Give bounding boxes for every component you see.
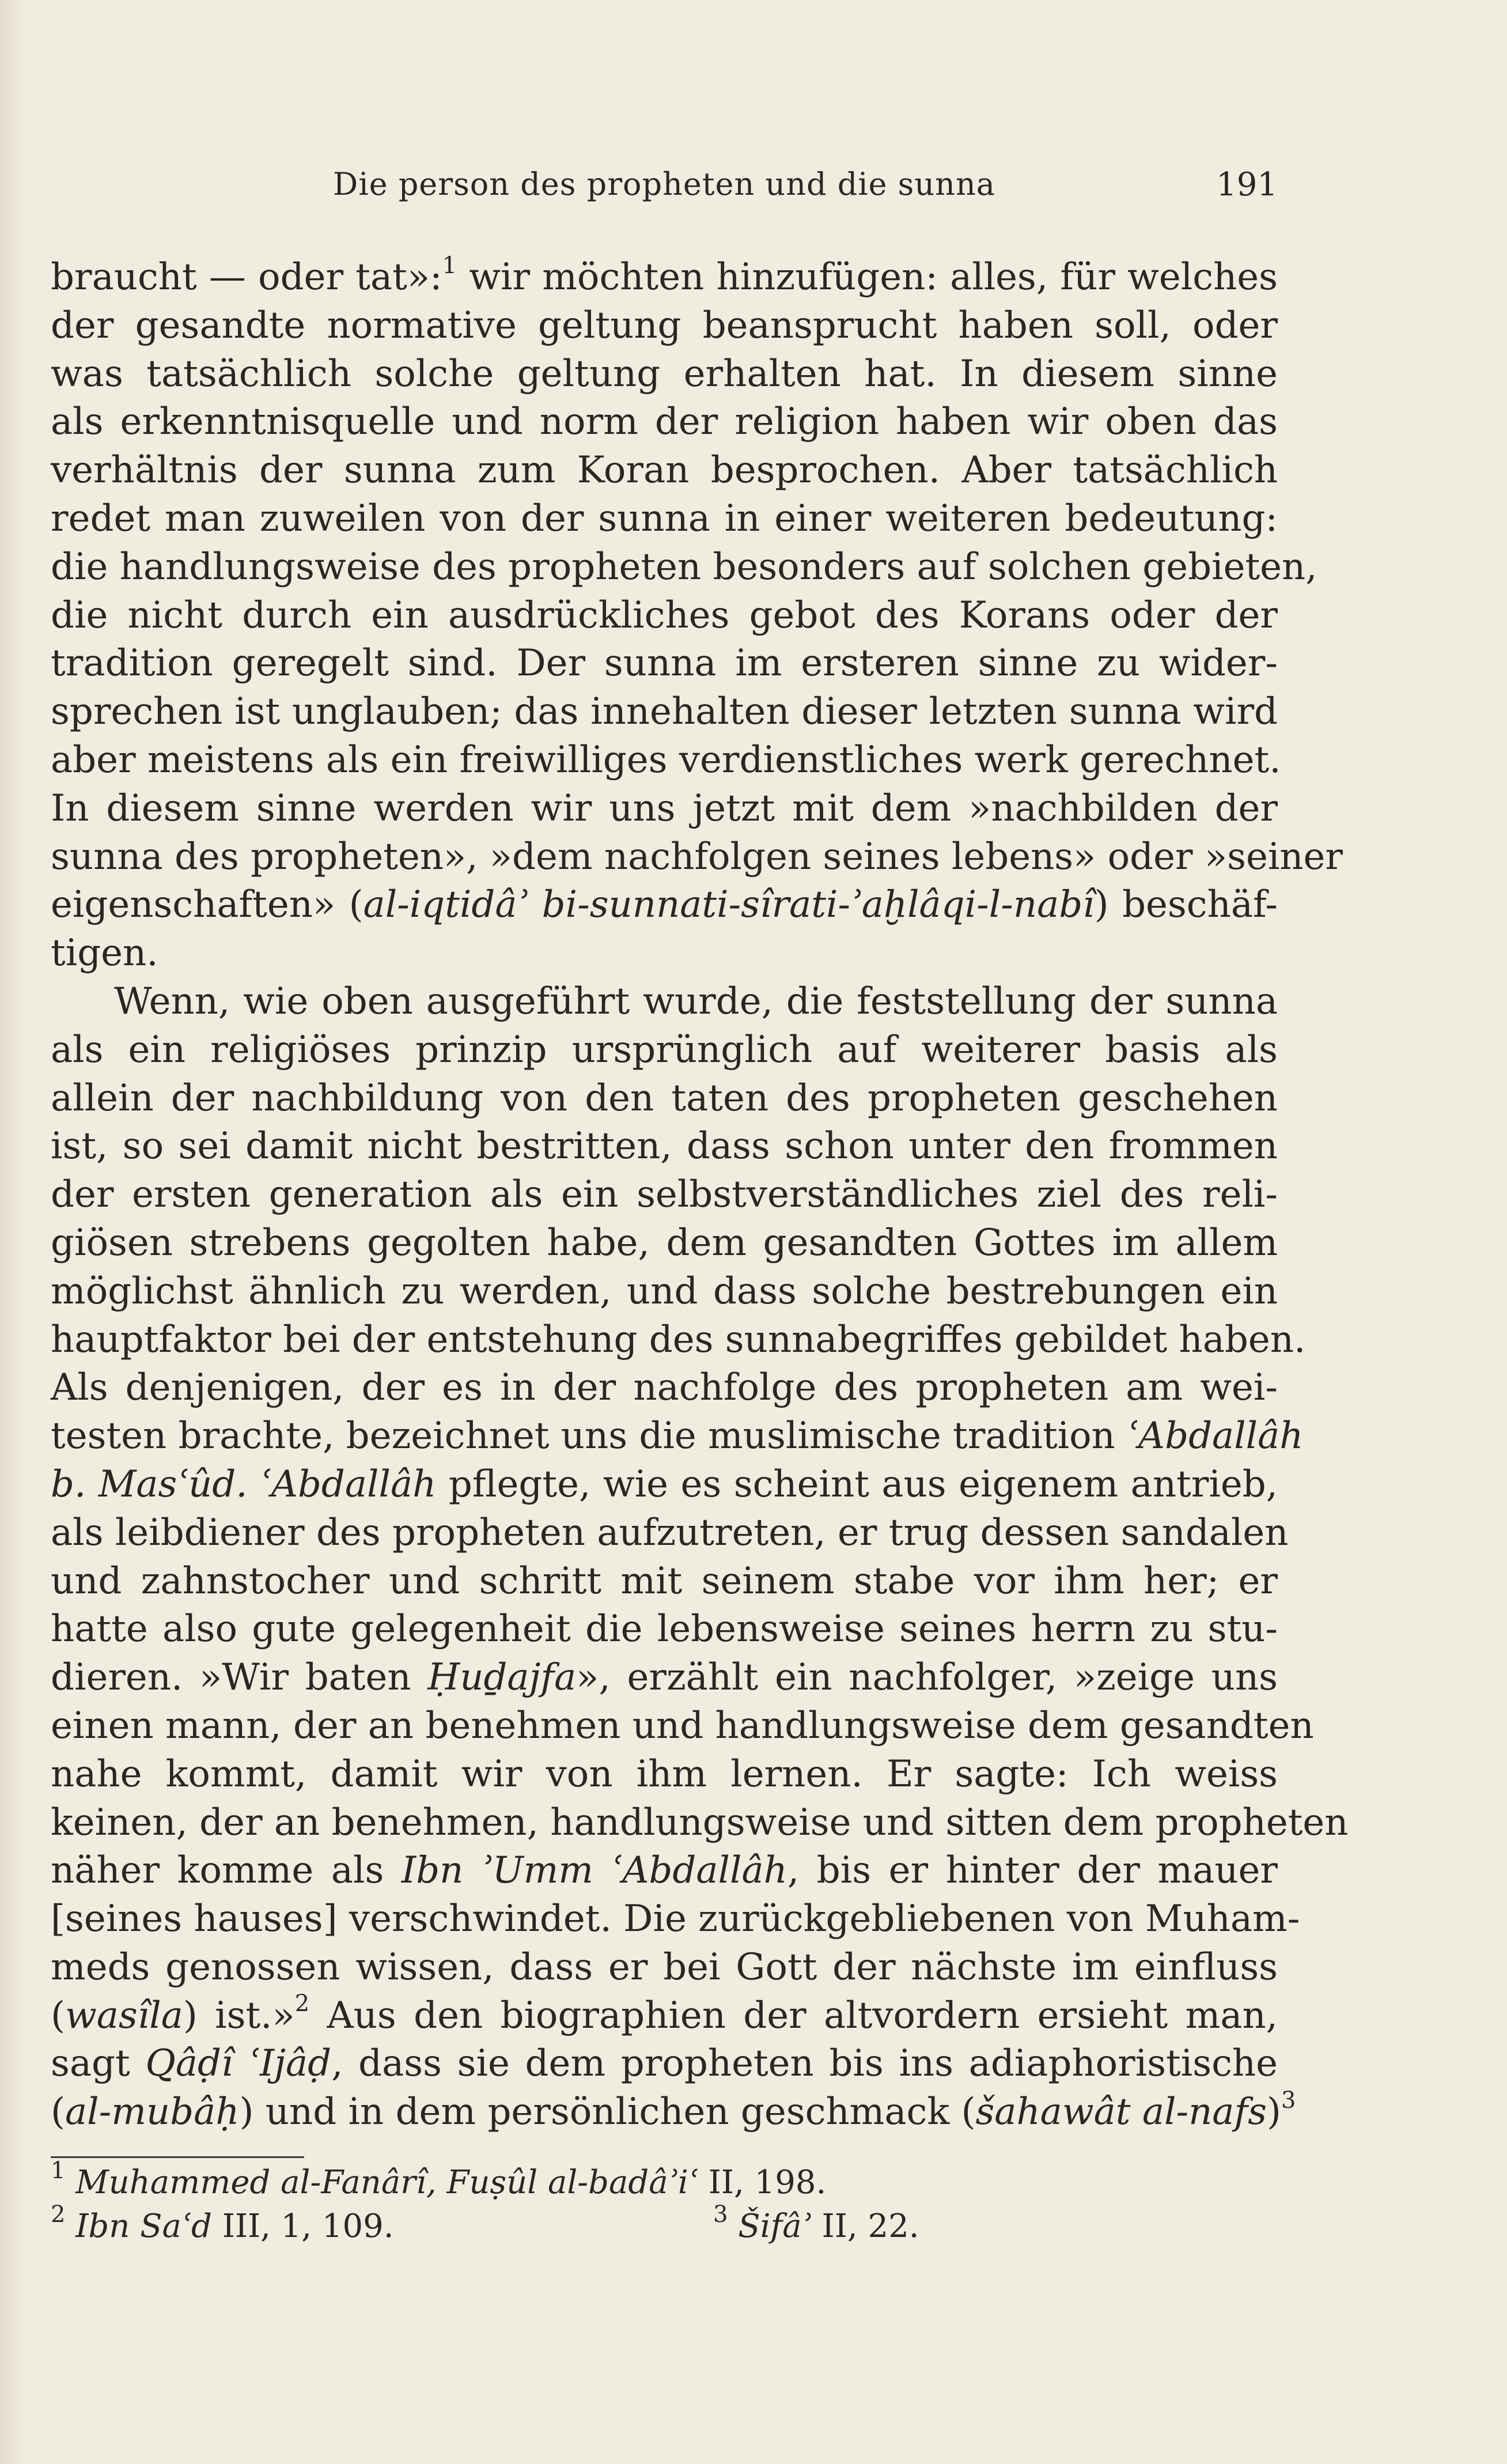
text-line: der gesandte normative geltung beansprucht haben soll, oder — [51, 304, 1278, 347]
text-line: hauptfaktor bei der entstehung des sunnabegriffes gebildet haben. — [51, 1318, 1306, 1361]
text-line: sagt Qâḍî ʿIjâḍ, dass sie dem propheten bis ins adiaphoristische — [51, 2042, 1278, 2085]
text-line: als leibdiener des propheten aufzutreten, er trug dessen sandalen — [51, 1511, 1289, 1554]
text-line: eigenschaften» (al-iqtidâʾ bi-sunnati-sîrati-ʾaḫlâqi-l-nabî) beschäf- — [51, 883, 1278, 927]
footnotes — [51, 2157, 1278, 2248]
text-line: b. Masʿûd. ʿAbdallâh pflegte, wie es scheint aus eigenem antrieb, — [51, 1462, 1278, 1506]
text-line: was tatsächlich solche geltung erhalten hat. In diesem sinne — [51, 352, 1278, 395]
text-line: keinen, der an benehmen, handlungsweise und sitten dem propheten — [51, 1801, 1349, 1844]
text-line: einen mann, der an benehmen und handlungsweise dem gesandten — [51, 1704, 1314, 1747]
text-line: näher komme als Ibn ʾUmm ʿAbdallâh, bis er hinter der mauer — [51, 1849, 1278, 1892]
text-line: (wasîla) ist.»$^2$ Aus den biographien der altvordern ersieht man, — [51, 1990, 1278, 2037]
page-edge-shadow — [0, 0, 26, 2464]
text-line: sprechen ist unglauben; das innehalten dieser letzten sunna wird — [51, 690, 1278, 734]
page-number: 191 — [1216, 166, 1278, 203]
footnote-2: $^2$ Ibn Saʿd III, 1, 109. — [51, 2201, 394, 2245]
text-line: die nicht durch ein ausdrückliches gebot des Korans oder der — [51, 594, 1278, 637]
text-line: (al-mubâḥ) und in dem persönlichen geschmack (šahawât al-nafs)$^3$ — [51, 2087, 1296, 2134]
text-line: tradition geregelt sind. Der sunna im ersteren sinne zu wider- — [51, 642, 1278, 685]
text-line: die handlungsweise des propheten besonders auf solchen gebieten, — [51, 545, 1317, 588]
footnote-row-2 — [51, 2201, 1278, 2248]
text-line: Wenn, wie oben ausgeführt wurde, die feststellung der sunna — [114, 980, 1278, 1023]
text-line: allein der nachbildung von den taten des propheten geschehen — [51, 1076, 1278, 1120]
text-line: ist, so sei damit nicht bestritten, dass schon unter den frommen — [51, 1125, 1278, 1168]
text-line: und zahnstocher und schritt mit seinem stabe vor ihm her; er — [51, 1559, 1278, 1603]
text-line: der ersten generation als ein selbstverständliches ziel des reli- — [51, 1173, 1278, 1216]
text-line: braucht — oder tat»:$^1$ wir möchten hinzufügen: alles, für welches — [51, 252, 1278, 298]
text-line: meds genossen wissen, dass er bei Gott der nächste im einfluss — [51, 1945, 1278, 1989]
footnote-1: $^1$ Muhammed al-Fanârî, Fuṣûl al-badâʾiʿ II, 198. — [51, 2157, 827, 2201]
body-text — [51, 252, 1349, 2137]
text-line: testen brachte, bezeichnet uns die muslimische tradition ʿAbdallâh — [51, 1415, 1304, 1458]
text-line: giösen strebens gegolten habe, dem gesandten Gottes im allem — [51, 1221, 1278, 1264]
text-line: Als denjenigen, der es in der nachfolge des propheten am wei- — [51, 1366, 1278, 1409]
footnote-divider — [51, 2156, 304, 2158]
text-line: hatte also gute gelegenheit die lebensweise seines herrn zu stu- — [51, 1608, 1278, 1651]
text-line: verhältnis der sunna zum Koran besprochen. Aber tatsächlich — [51, 449, 1278, 492]
text-line: nahe kommt, damit wir von ihm lernen. Er sagte: Ich weiss — [51, 1752, 1278, 1796]
text-line: als ein religiöses prinzip ursprünglich auf weiterer basis als — [51, 1028, 1278, 1071]
running-head — [51, 166, 1278, 212]
text-line: als erkenntnisquelle und norm der religion haben wir oben das — [51, 400, 1278, 444]
text-line: [seines hauses] verschwindet. Die zurückgebliebenen von Muham- — [51, 1898, 1300, 1941]
text-line: tigen. — [51, 932, 158, 975]
text-line: aber meistens als ein freiwilliges verdienstliches werk gerechnet. — [51, 738, 1281, 781]
text-line: möglichst ähnlich zu werden, und dass solche bestrebungen ein — [51, 1269, 1278, 1313]
text-line: In diesem sinne werden wir uns jetzt mit dem »nachbilden der — [51, 787, 1278, 830]
text-line: sunna des propheten», »dem nachfolgen seines lebens» oder »seiner — [51, 835, 1343, 878]
footnote-3: $^3$ Šifâʾ II, 22. — [713, 2201, 919, 2245]
running-head-title: Die person des propheten und die sunna — [333, 166, 995, 202]
text-line: dieren. »Wir baten Ḥuḏajfa», erzählt ein nachfolger, »zeige uns — [51, 1656, 1278, 1699]
text-line: redet man zuweilen von der sunna in einer weiteren bedeutung: — [51, 497, 1278, 540]
